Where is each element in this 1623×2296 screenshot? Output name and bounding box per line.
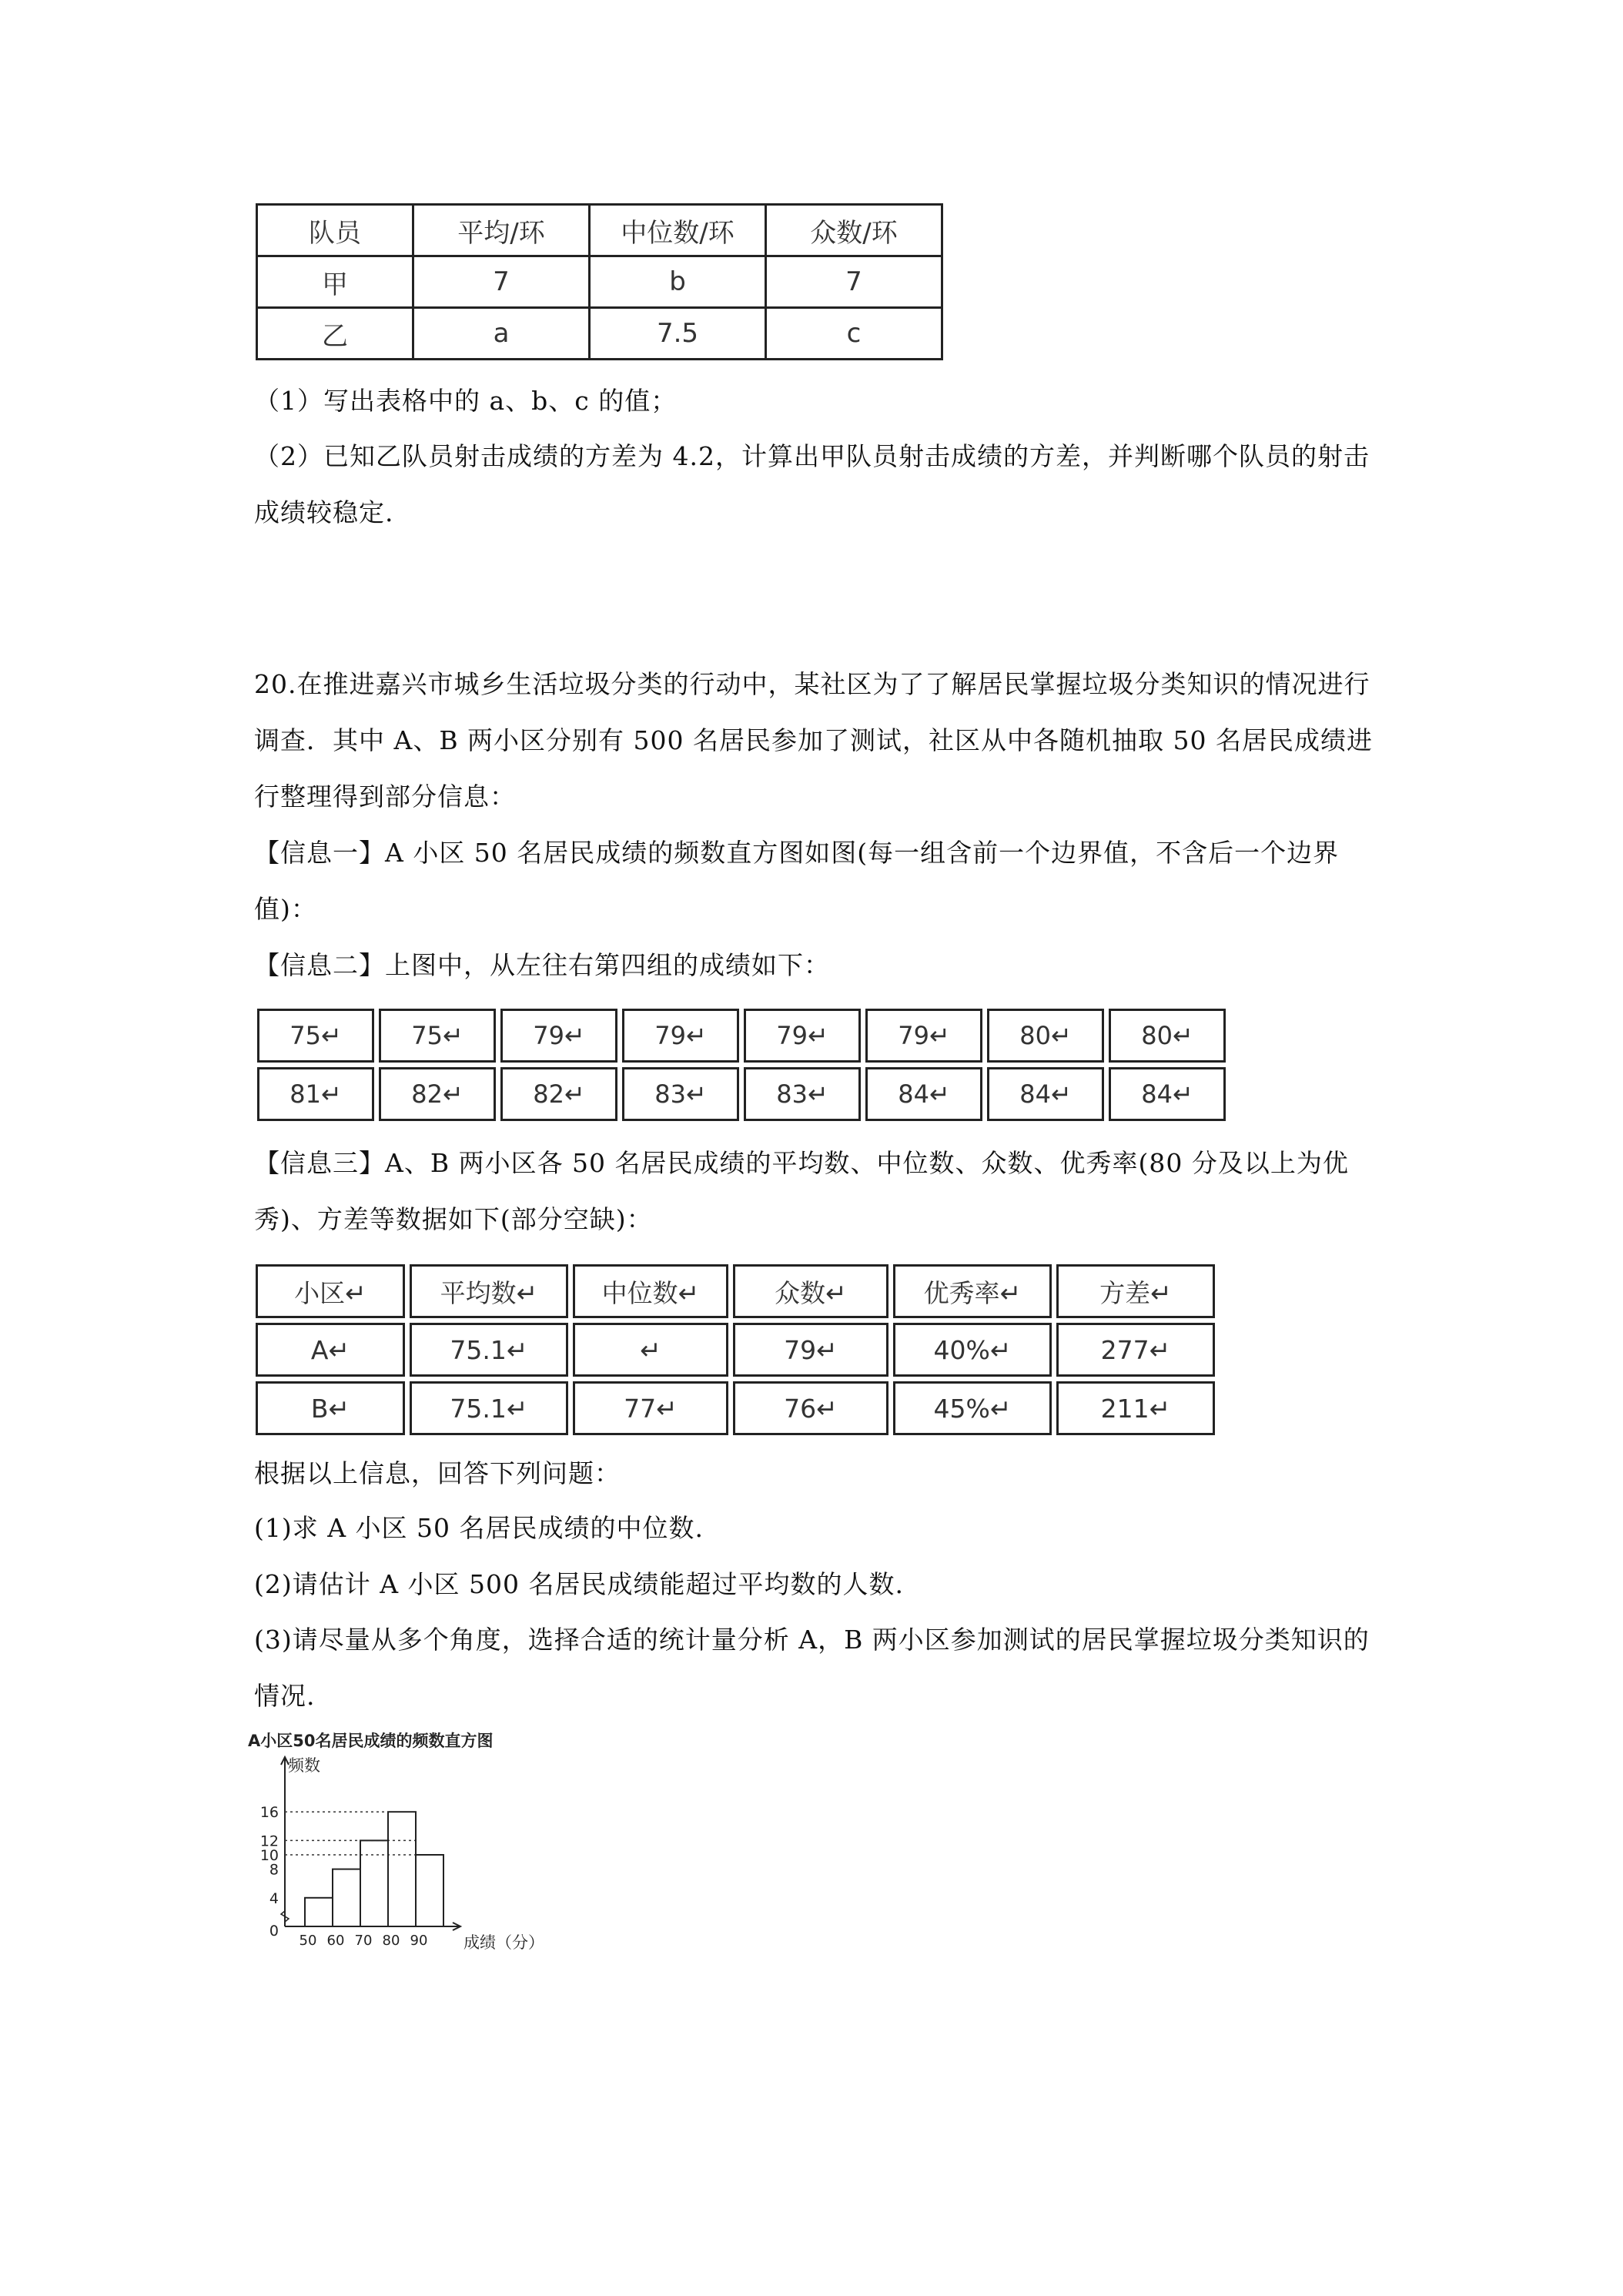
- table-cell: 277↵: [1056, 1323, 1215, 1377]
- table-cell: 75.1↵: [410, 1381, 568, 1435]
- community-stats-table: [251, 1260, 1220, 1440]
- table-cell: 81↵: [257, 1067, 374, 1121]
- table-cell: 75↵: [257, 1009, 374, 1063]
- table-cell: 79↵: [622, 1009, 739, 1063]
- table-cell: 众数/环: [766, 205, 942, 256]
- table-cell: 中位数/环: [590, 205, 766, 256]
- table-cell: 小区↵: [256, 1264, 405, 1318]
- table-cell: 75.1↵: [410, 1323, 568, 1377]
- table-row: [257, 256, 942, 308]
- table-cell: 79↵: [500, 1009, 617, 1063]
- histogram-bar: [360, 1840, 388, 1926]
- table-cell: 7: [766, 256, 942, 308]
- table-cell: 211↵: [1056, 1381, 1215, 1435]
- chart-bars: [305, 1812, 443, 1926]
- table-cell: 82↵: [500, 1067, 617, 1121]
- histogram-bar: [333, 1869, 360, 1926]
- table-cell: 众数↵: [733, 1264, 888, 1318]
- x-tick-label: 50: [299, 1933, 317, 1949]
- table-cell: 82↵: [379, 1067, 496, 1121]
- table-row: [257, 1067, 1226, 1121]
- table-cell: ↵: [573, 1323, 728, 1377]
- histogram-bar: [416, 1855, 443, 1926]
- y-tick-label: 10: [259, 1847, 279, 1864]
- x-tick-label: 70: [354, 1933, 373, 1949]
- y-tick-label: 12: [259, 1832, 279, 1850]
- table-cell: 7: [413, 256, 590, 308]
- q20-question3: (3)请尽量从多个角度，选择合适的统计量分析 A，B 两小区参加测试的居民掌握垃圾分类知识的情况.: [254, 1625, 1370, 1711]
- table-cell: 7.5: [590, 308, 766, 360]
- y-tick-label: 0: [269, 1923, 279, 1940]
- chart-axes: [281, 1757, 460, 1930]
- chart-ylabel: 频数: [288, 1756, 320, 1775]
- table-cell: 84↵: [987, 1067, 1104, 1121]
- table-row: [257, 308, 942, 360]
- histogram-bar: [305, 1898, 333, 1926]
- shooting-stats-table: [256, 203, 943, 360]
- table-header-row: [256, 1264, 1215, 1318]
- table-cell: 平均数↵: [410, 1264, 568, 1318]
- x-tick-label: 80: [382, 1933, 400, 1949]
- x-tick-label: 60: [326, 1933, 345, 1949]
- table-cell: 甲: [257, 256, 413, 308]
- table-cell: 83↵: [744, 1067, 861, 1121]
- q20-intro: 20.在推进嘉兴市城乡生活垃圾分类的行动中，某社区为了了解居民掌握垃圾分类知识的情况进行调查．其中 A、B 两小区分别有 500 名居民参加了测试，社区从中各随机抽取 50 名居民成绩进行整理得到部分信息：: [254, 669, 1373, 812]
- table-cell: 乙: [257, 308, 413, 360]
- q20-prompt: 根据以上信息，回答下列问题：: [254, 1458, 621, 1488]
- table-cell: a: [413, 308, 590, 360]
- table-cell: 76↵: [733, 1381, 888, 1435]
- table-cell: 84↵: [1109, 1067, 1226, 1121]
- table-cell: A↵: [256, 1323, 405, 1377]
- table-cell: B↵: [256, 1381, 405, 1435]
- y-tick-label: 4: [269, 1889, 279, 1907]
- y-tick-label: 8: [269, 1861, 279, 1879]
- histogram-chart: [245, 1728, 568, 1959]
- y-tick-label: 16: [259, 1804, 279, 1822]
- table-cell: 45%↵: [893, 1381, 1052, 1435]
- chart-title: A小区50名居民成绩的频数直方图: [248, 1732, 494, 1750]
- x-tick-label: 90: [410, 1933, 428, 1949]
- table-cell: 75↵: [379, 1009, 496, 1063]
- q20-info2: 【信息二】上图中，从左往右第四组的成绩如下：: [254, 950, 830, 980]
- table-cell: 平均/环: [413, 205, 590, 256]
- table-cell: 79↵: [865, 1009, 982, 1063]
- table-cell: 79↵: [744, 1009, 861, 1063]
- table-cell: b: [590, 256, 766, 308]
- table-row: [256, 1381, 1215, 1435]
- table-cell: c: [766, 308, 942, 360]
- table-cell: 84↵: [865, 1067, 982, 1121]
- table-row: [257, 1009, 1226, 1063]
- table-cell: 优秀率↵: [893, 1264, 1052, 1318]
- q19-part1: （1）写出表格中的 a、b、c 的值；: [254, 386, 678, 416]
- chart-xlabel: 成绩（分）: [463, 1933, 544, 1952]
- table-cell: 80↵: [1109, 1009, 1226, 1063]
- table-header-row: [257, 205, 942, 256]
- q20-question1: (1)求 A 小区 50 名居民成绩的中位数.: [254, 1513, 704, 1543]
- table-cell: 方差↵: [1056, 1264, 1215, 1318]
- table-row: [256, 1323, 1215, 1377]
- table-cell: 40%↵: [893, 1323, 1052, 1377]
- q20-question2: (2)请估计 A 小区 500 名居民成绩能超过平均数的人数.: [254, 1569, 905, 1599]
- q20-info3: 【信息三】A、B 两小区各 50 名居民成绩的平均数、中位数、众数、优秀率(80 分及以上为优秀)、方差等数据如下(部分空缺)：: [254, 1148, 1349, 1234]
- table-cell: 中位数↵: [573, 1264, 728, 1318]
- table-cell: 80↵: [987, 1009, 1104, 1063]
- q20-info1: 【信息一】A 小区 50 名居民成绩的频数直方图如图(每一组含前一个边界值，不含后一个边界值)：: [254, 838, 1340, 924]
- table-cell: 77↵: [573, 1381, 728, 1435]
- q19-part2: （2）已知乙队员射击成绩的方差为 4.2，计算出甲队员射击成绩的方差，并判断哪个队员的射击成绩较稳定.: [254, 441, 1370, 527]
- table-cell: 83↵: [622, 1067, 739, 1121]
- fourth-group-scores-table: [253, 1004, 1230, 1126]
- table-cell: 79↵: [733, 1323, 888, 1377]
- histogram-bar: [388, 1812, 416, 1926]
- table-cell: 队员: [257, 205, 413, 256]
